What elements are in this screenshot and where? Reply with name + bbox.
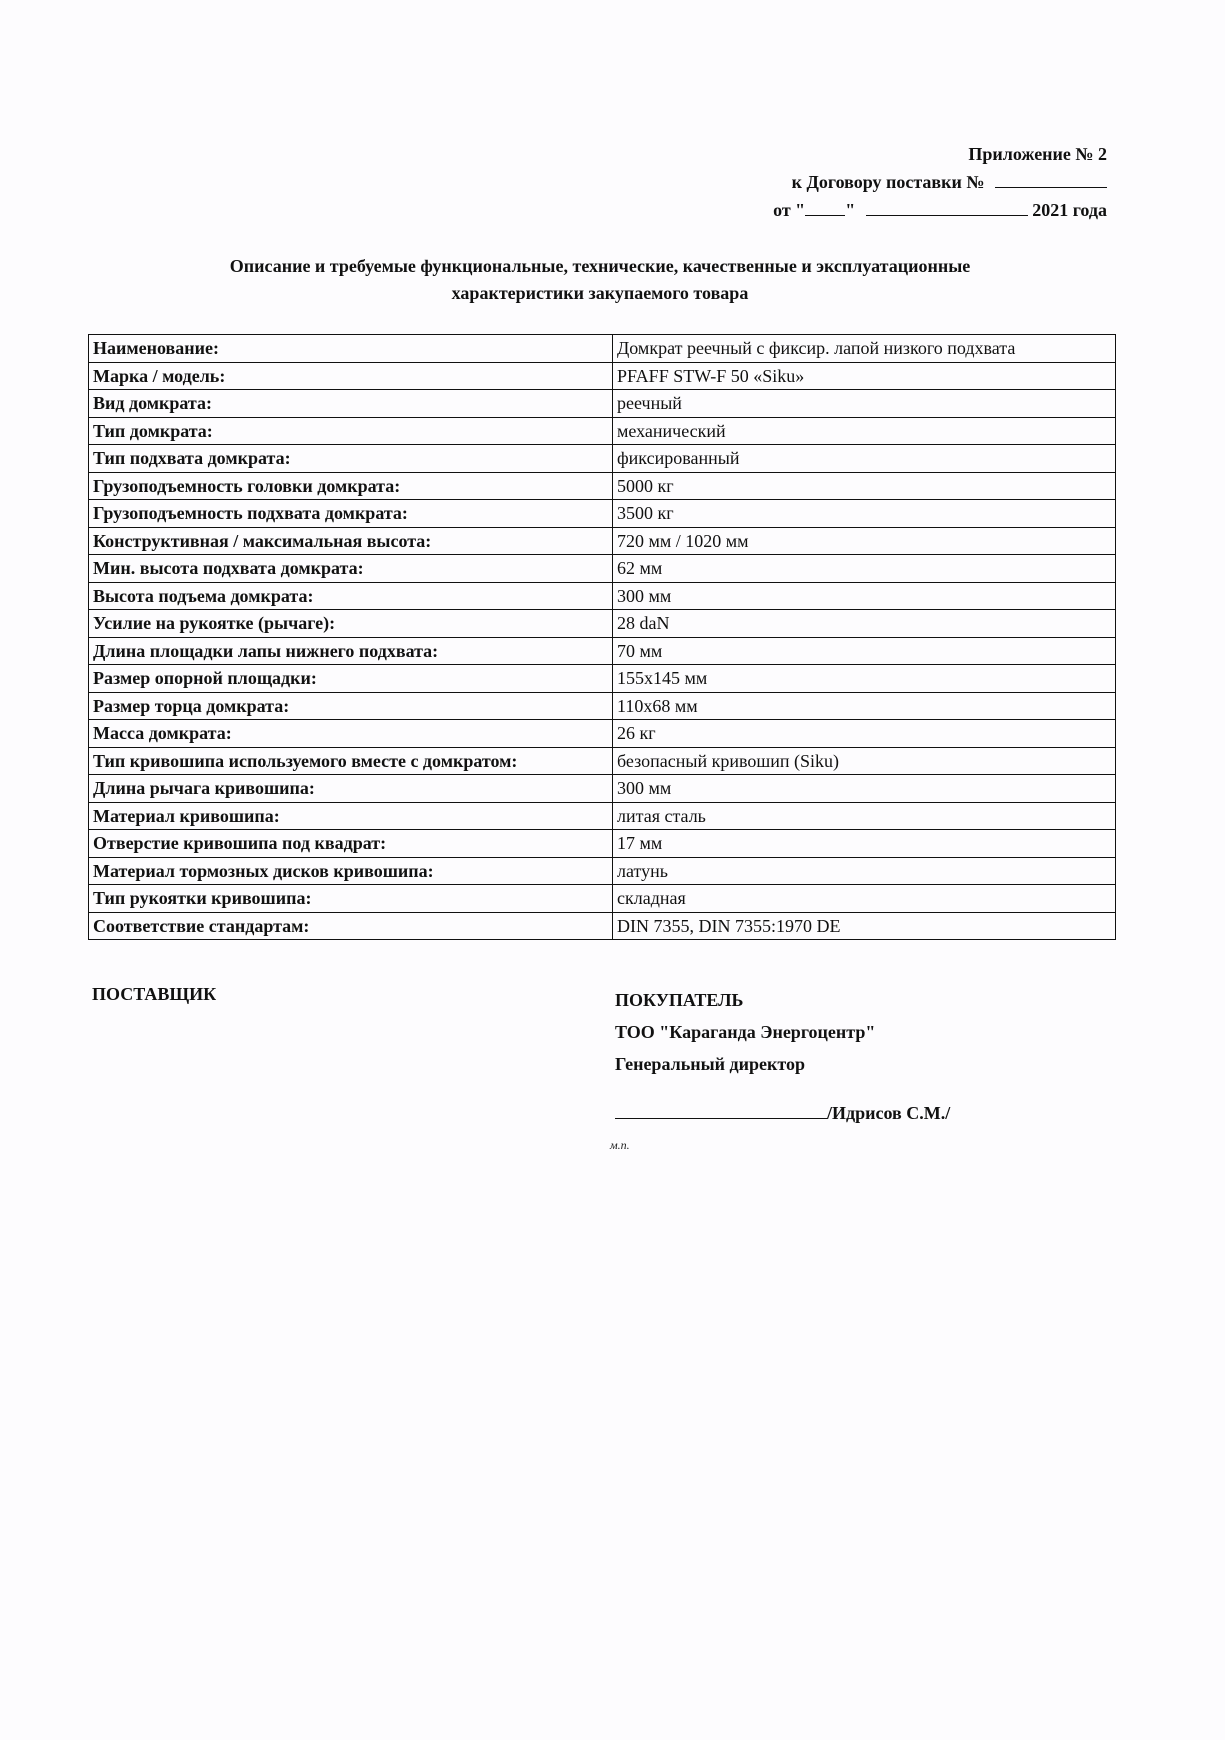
- document-title: [90, 253, 1110, 307]
- buyer-organization: ТОО "Караганда Энергоцентр": [615, 1022, 876, 1042]
- supplier-label: ПОСТАВЩИК: [92, 984, 217, 1004]
- table-row: [89, 390, 1116, 418]
- table-row: [89, 555, 1116, 583]
- spec-label: Тип подхвата домкрата:: [89, 445, 613, 473]
- spec-label: Тип рукоятки кривошипа:: [89, 885, 613, 913]
- contract-number-line: [773, 168, 1107, 196]
- spec-label: Высота подъема домкрата:: [89, 582, 613, 610]
- spec-value: складная: [613, 885, 1116, 913]
- spec-label: Грузоподъемность головки домкрата:: [89, 472, 613, 500]
- spec-label: Мин. высота подхвата домкрата:: [89, 555, 613, 583]
- spec-value: литая сталь: [613, 802, 1116, 830]
- table-row: [89, 912, 1116, 940]
- table-row: [89, 445, 1116, 473]
- spec-label: Длина рычага кривошипа:: [89, 775, 613, 803]
- table-row: [89, 830, 1116, 858]
- table-row: [89, 472, 1116, 500]
- spec-value: 17 мм: [613, 830, 1116, 858]
- table-row: [89, 417, 1116, 445]
- spec-label: Тип домкрата:: [89, 417, 613, 445]
- spec-label: Грузоподъемность подхвата домкрата:: [89, 500, 613, 528]
- contract-label: к Договору поставки №: [791, 172, 985, 192]
- date-year: 2021 года: [1032, 200, 1107, 220]
- buyer-signature-line: [615, 1100, 950, 1124]
- table-row: [89, 362, 1116, 390]
- spec-label: Конструктивная / максимальная высота:: [89, 527, 613, 555]
- table-row: [89, 775, 1116, 803]
- table-row: [89, 885, 1116, 913]
- spec-value: механический: [613, 417, 1116, 445]
- table-row: [89, 857, 1116, 885]
- table-row: [89, 637, 1116, 665]
- buyer-block: [615, 984, 875, 1080]
- spec-value: 28 daN: [613, 610, 1116, 638]
- spec-label: Вид домкрата:: [89, 390, 613, 418]
- spec-value: 26 кг: [613, 720, 1116, 748]
- spec-label: Наименование:: [89, 335, 613, 363]
- contract-number-blank: [995, 169, 1107, 188]
- table-row: [89, 500, 1116, 528]
- specifications-table-body: [89, 335, 1116, 940]
- title-line-2: характеристики закупаемого товара: [451, 283, 749, 303]
- spec-label: Материал кривошипа:: [89, 802, 613, 830]
- spec-value: 62 мм: [613, 555, 1116, 583]
- buyer-signatory-name: /Идрисов С.М./: [827, 1103, 951, 1123]
- stamp-mark: м.п.: [610, 1138, 630, 1152]
- specifications-table: [88, 334, 1116, 940]
- spec-value: 300 мм: [613, 775, 1116, 803]
- spec-value: 300 мм: [613, 582, 1116, 610]
- spec-value: безопасный кривошип (Siku): [613, 747, 1116, 775]
- spec-value: 155x145 мм: [613, 665, 1116, 693]
- spec-value: Домкрат реечный с фиксир. лапой низкого подхвата: [613, 335, 1116, 363]
- spec-value: 720 мм / 1020 мм: [613, 527, 1116, 555]
- date-month-blank: [866, 197, 1028, 216]
- spec-value: латунь: [613, 857, 1116, 885]
- signature-blank: [615, 1100, 827, 1119]
- spec-label: Длина площадки лапы нижнего подхвата:: [89, 637, 613, 665]
- appendix-title: Приложение № 2: [968, 144, 1107, 164]
- spec-label: Отверстие кривошипа под квадрат:: [89, 830, 613, 858]
- buyer-position: Генеральный директор: [615, 1054, 805, 1074]
- title-line-1: Описание и требуемые функциональные, технические, качественные и эксплуатационные: [229, 256, 971, 276]
- spec-value: 110x68 мм: [613, 692, 1116, 720]
- spec-value: 5000 кг: [613, 472, 1116, 500]
- spec-value: 3500 кг: [613, 500, 1116, 528]
- table-row: [89, 720, 1116, 748]
- table-row: [89, 692, 1116, 720]
- table-row: [89, 527, 1116, 555]
- spec-value: DIN 7355, DIN 7355:1970 DE: [613, 912, 1116, 940]
- spec-value: реечный: [613, 390, 1116, 418]
- spec-label: Масса домкрата:: [89, 720, 613, 748]
- spec-label: Материал тормозных дисков кривошипа:: [89, 857, 613, 885]
- date-quote-close: ": [845, 200, 856, 220]
- table-row: [89, 747, 1116, 775]
- spec-value: фиксированный: [613, 445, 1116, 473]
- spec-label: Размер опорной площадки:: [89, 665, 613, 693]
- table-row: [89, 582, 1116, 610]
- date-prefix: от ": [773, 200, 806, 220]
- spec-label: Марка / модель:: [89, 362, 613, 390]
- spec-value: 70 мм: [613, 637, 1116, 665]
- spec-label: Тип кривошипа используемого вместе с домкратом:: [89, 747, 613, 775]
- table-row: [89, 665, 1116, 693]
- contract-date-line: [773, 196, 1107, 224]
- spec-value: PFAFF STW-F 50 «Siku»: [613, 362, 1116, 390]
- appendix-header: [773, 140, 1107, 224]
- spec-label: Усилие на рукоятке (рычаге):: [89, 610, 613, 638]
- buyer-title: ПОКУПАТЕЛЬ: [615, 990, 744, 1010]
- spec-label: Соответствие стандартам:: [89, 912, 613, 940]
- spec-label: Размер торца домкрата:: [89, 692, 613, 720]
- table-row: [89, 335, 1116, 363]
- table-row: [89, 610, 1116, 638]
- table-row: [89, 802, 1116, 830]
- date-day-blank: [805, 197, 845, 216]
